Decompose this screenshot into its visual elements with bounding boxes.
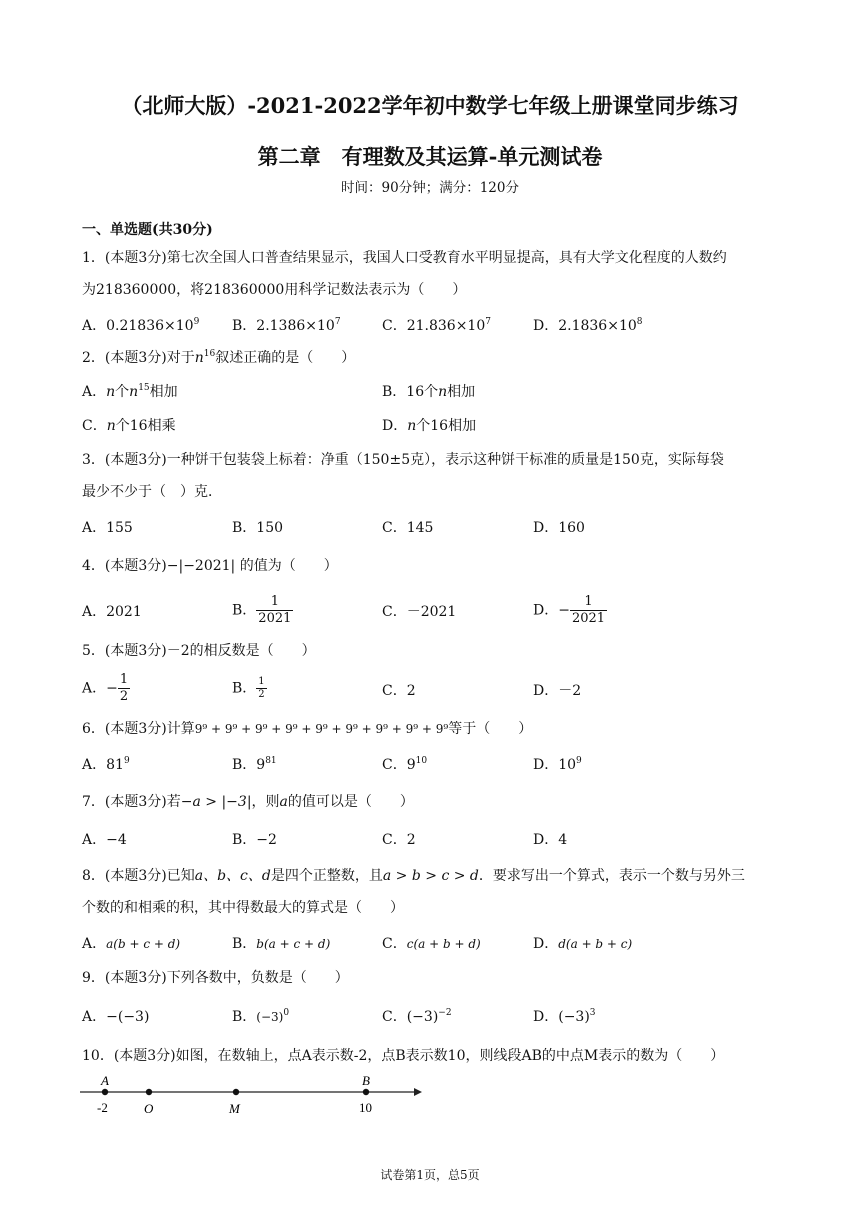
q6-option-c: C．$9^{10}$ (382, 756, 428, 773)
q2-stem: 2．(本题3分)对于$n^{16}$叙述正确的是（ ） (82, 349, 356, 366)
q1-option-a: A．$0.21836\times 10^9$ (82, 317, 200, 334)
point-o-dot (146, 1089, 152, 1095)
fraction: $\frac{1}{2}$ (258, 676, 265, 700)
q7-option-c: C．2 (382, 832, 416, 848)
point-o-label: O (144, 1101, 154, 1116)
q8-option-b: B．b(a + c + d) (232, 936, 331, 952)
q3-line-1: 3．(本题3分)一种饼干包装袋上标着：净重（150±5克），表示这种饼干标准的质量是150克，实际每袋 (82, 452, 724, 468)
q6-option-b: B．$9^{81}$ (232, 756, 277, 773)
q8-line-2: 个数的和相乘的积，其中得数最大的算式是（ ） (82, 900, 404, 916)
q1-option-c: C．$21.836\times 10^7$ (382, 317, 491, 334)
point-a-dot (102, 1089, 108, 1095)
fraction: $\frac{1}{2021}$ (258, 594, 292, 626)
q7-option-a: A．−4 (82, 832, 127, 848)
q5-option-a: A．− $\frac{1}{2}$ (82, 672, 129, 704)
q5-option-c: C．2 (382, 683, 416, 699)
q9-stem: 9．(本题3分)下列各数中，负数是（ ） (82, 970, 349, 986)
q6-option-a: A．$81^9$ (82, 756, 130, 773)
q1-option-d: D．$2.1836\times 10^8$ (533, 317, 643, 334)
page-footer: 试卷第1页，总5页 (380, 1168, 480, 1182)
q1-line-1: 1．(本题3分)第七次全国人口普查结果显示，我国人口受教育水平明显提高，具有大学文化程度的人数约 (82, 250, 727, 266)
number-line-figure (78, 1072, 428, 1122)
q7-stem: 7．(本题3分)若−a > |−3|，则a的值可以是（ ） (82, 794, 414, 810)
q2-option-b: B．16个n相加 (382, 384, 476, 400)
q6-stem: 6．(本题3分)计算9⁹ + 9⁹ + 9⁹ + 9⁹ + 9⁹ + 9⁹ + 9⁹ + 9⁹ + 9⁹等于（ ） (82, 721, 533, 737)
q1-line-2: 为218360000，将218360000用科学记数法表示为（ ） (82, 282, 467, 298)
q8-option-d: D．d(a + b + c) (533, 936, 633, 952)
q5-option-b: B． $\frac{1}{2}$ (232, 676, 265, 700)
q3-option-d: D．160 (533, 520, 585, 536)
arrow-icon (414, 1088, 422, 1096)
point-m-label: M (229, 1101, 240, 1116)
q8-option-c: C．c(a + b + d) (382, 936, 481, 952)
q7-option-d: D．4 (533, 832, 568, 848)
q10-stem: 10．(本题3分)如图，在数轴上，点A表示数-2，点B表示数10，则线段AB的中点M表示的数为（ ） (82, 1048, 725, 1064)
q8-line-1: 8．(本题3分)已知a、b、c、d是四个正整数，且a > b > c > d．要求写出一个算式，表示一个数与另外三 (82, 868, 745, 884)
q4-option-b: B． $\frac{1}{2021}$ (232, 594, 292, 626)
q6-option-d: D．$10^9$ (533, 756, 582, 773)
point-b-label: B (362, 1073, 370, 1088)
q4-option-d: D．− $\frac{1}{2021}$ (533, 594, 606, 626)
q4-option-a: A．2021 (82, 604, 142, 620)
q2-option-d: D．n个16相加 (382, 418, 477, 434)
q1-option-b: B．$2.1386\times 10^7$ (232, 317, 341, 334)
q3-option-a: A．155 (82, 520, 133, 536)
section-heading: 一、单选题(共30分) (82, 222, 213, 238)
q9-option-c: C．$(-3)^{-2}$ (382, 1008, 452, 1025)
q4-stem: 4．(本题3分)−|−2021| 的值为（ ） (82, 558, 338, 574)
point-m-dot (233, 1089, 239, 1095)
point-a-label: A (101, 1073, 109, 1088)
time-score: 时间：90分钟；满分：120分 (341, 180, 519, 196)
title-line-1: （北师大版）-2021-2022学年初中数学七年级上册课堂同步练习 (121, 93, 739, 118)
q2-option-a: A．n个$n^{15}$相加 (82, 383, 178, 400)
point-b-dot (363, 1089, 369, 1095)
q9-option-b: B．$(-3)^0$ (232, 1008, 290, 1025)
q3-option-c: C．145 (382, 520, 434, 536)
q9-option-a: A．−(−3) (82, 1009, 150, 1025)
fraction: $\frac{1}{2}$ (119, 672, 129, 704)
point-a-tick: -2 (97, 1100, 108, 1115)
q2-option-c: C．n个16相乘 (82, 418, 176, 434)
fraction: $\frac{1}{2021}$ (571, 594, 606, 626)
q5-stem: 5．(本题3分)－2的相反数是（ ） (82, 643, 316, 659)
q3-option-b: B．150 (232, 520, 284, 536)
q7-option-b: B．−2 (232, 832, 277, 848)
q9-option-d: D．$(-3)^3$ (533, 1008, 596, 1025)
q3-line-2: 最少不少于（ ）克． (82, 484, 222, 500)
q8-option-a: A．a(b + c + d) (82, 936, 181, 952)
title-line-2: 第二章 有理数及其运算-单元测试卷 (257, 144, 603, 169)
q4-option-c: C．－2021 (382, 604, 457, 620)
point-b-tick: 10 (359, 1100, 372, 1115)
q5-option-d: D．－2 (533, 683, 582, 699)
